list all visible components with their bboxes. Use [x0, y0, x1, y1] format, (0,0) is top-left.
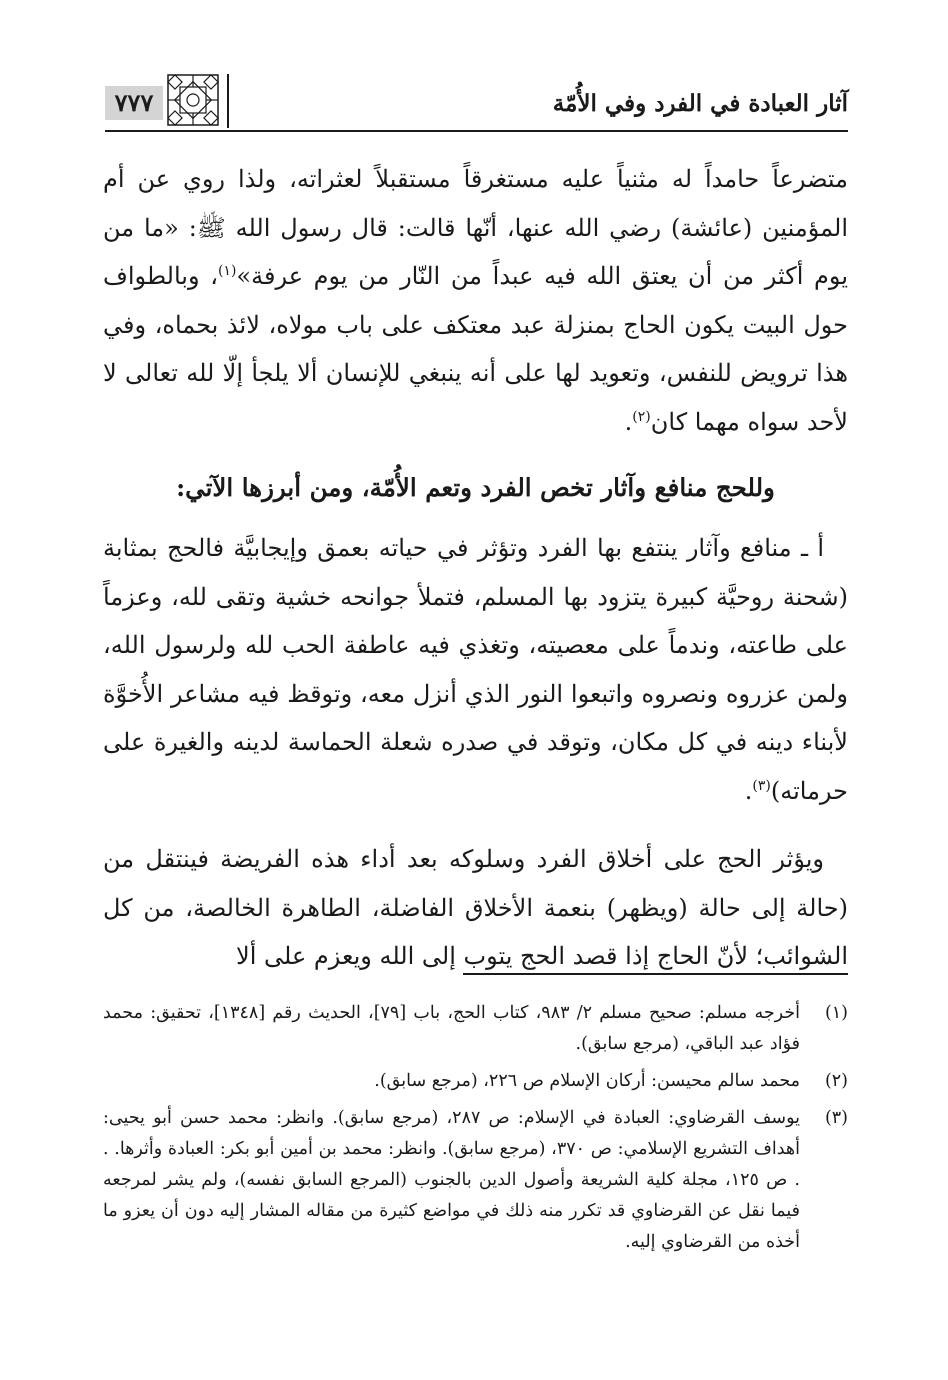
- footnote: [103, 1103, 848, 1258]
- header-divider: [227, 74, 229, 128]
- paragraph: أ ـ منافع وآثار ينتفع بها الفرد وتؤثر في حياته بعمق وإيجابيَّة فالحج بمثابة (شحنة روحيَّة كبيرة يتزود بها المسلم، فتملأ جوانحه خشية وتقى لله، وعزماً على طاعته، وندماً على معصيته، وتغذي فيه عاطفة الحب لله ولرسول الله، ولمن عزروه ونصروه واتبعوا النور الذي أنزل معه، وتوقظ فيه مشاعر الأُخوَّة لأبناء دينه في كل مكان، وتوقد في صدره شعلة الحماسة لدينه والغيرة على حرماته)$^{(٣)}$.: [103, 534, 848, 805]
- main-text: [103, 155, 848, 981]
- header-title: آثار العبادة في الفرد وفي الأُمّة: [552, 90, 848, 117]
- footnote-reference[interactable]: (٢): [632, 408, 651, 425]
- footnote-text: محمد سالم محيسن: أركان الإسلام ص ٢٢٦، (مرجع سابق).: [374, 1071, 800, 1091]
- running-header: [105, 68, 848, 132]
- page-number: ٧٧٧: [105, 86, 163, 120]
- footnote-reference[interactable]: (٣): [752, 777, 771, 794]
- footnote-number: (٢): [824, 1071, 848, 1091]
- footnote: [103, 998, 848, 1060]
- paragraph-text: ، وبالطواف حول البيت يكون الحاج بمنزلة عبد معتكف على باب مولاه، لائذ بحماه، وفي هذا ترويض للنفس، وتعويد لها على أنه ينبغي للإنسان ألا يلجأ إلّا لله تعالى لا لأحد سواه مهما كان: [103, 262, 848, 436]
- footnote-text: أخرجه مسلم: صحيح مسلم ٢/ ٩٨٣، كتاب الحج، باب [٧٩]، الحديث رقم [١٣٤٨]، تحقيق: محمد فؤاد عبد الباقي، (مرجع سابق).: [103, 1003, 800, 1054]
- footnote-reference[interactable]: (١): [217, 263, 237, 279]
- paragraph: ويؤثر الحج على أخلاق الفرد وسلوكه بعد أداء هذه الفريضة فينتقل من (حالة إلى حالة (ويظهر) بنعمة الأخلاق الفاضلة، الطاهرة الخالصة، من كل الشوائب؛ لأنّ الحاج إذا قصد الحج يتوب إلى الله ويعزم على ألا: [103, 845, 848, 970]
- geometric-star-ornament-icon: [167, 74, 219, 126]
- footnotes: [103, 998, 848, 1264]
- footnote: [103, 1066, 848, 1097]
- paragraph: متضرعاً حامداً له مثنياً عليه مستغرقاً مستقبلاً لعثراته، ولذا روي عن أم المؤمنين (عائشة) رضي الله عنها، أنّها قالت: قال رسول الله ﷺ: «ما من يوم أكثر من أن يعتق الله فيه عبداً من النّار من يوم عرفة»$^{(١)}$، وبالطواف حول البيت يكون الحاج بمنزلة عبد معتكف على باب مولاه، لائذ بحماه، وفي هذا ترويض للنفس، وتعويد لها على أنه ينبغي للإنسان ألا يلجأ إلّا لله تعالى لا لأحد سواه مهما كان$^{(٢)}$.: [103, 165, 848, 436]
- footnote-number: (٣): [824, 1108, 848, 1128]
- paragraph-text: متضرعاً حامداً له مثنياً عليه مستغرقاً مستقبلاً لعثراته، ولذا روي عن أم المؤمنين (عائشة) رضي الله عنها، أنّها قالت: قال رسول الله ﷺ: «ما من يوم أكثر من أن يعتق الله فيه عبداً من النّار من يوم عرفة»: [103, 165, 848, 290]
- footnote-separator: [463, 973, 848, 975]
- footnote-text: يوسف القرضاوي: العبادة في الإسلام: ص ٢٨٧، (مرجع سابق). وانظر: محمد حسن أبو يحيى: أهداف التشريع الإسلامي: ص ٣٧٠، (مرجع سابق). وانظر: محمد بن أمين أبو بكر: العبادة وأثرها. . . ص ١٢٥، مجلة كلية الشريعة وأصول الدين بالجنوب (المرجع السابق نفسه)، ولم يشر لمرجعه فيما نقل عن القرضاوي قد تكرر منه ذلك في مواضع كثيرة من مقاله المشار إليه دون أن يعزو ما أخذه من القرضاوي إليه.: [103, 1108, 800, 1252]
- section-subheading: وللحج منافع وآثار تخص الفرد وتعم الأُمّة، ومن أبرزها الآتي:: [176, 473, 775, 502]
- paragraph-text: أ ـ منافع وآثار ينتفع بها الفرد وتؤثر في حياته بعمق وإيجابيَّة فالحج بمثابة (شحنة روحيَّة كبيرة يتزود بها المسلم، فتملأ جوانحه خشية وتقى لله، وعزماً على طاعته، وندماً على معصيته، وتغذي فيه عاطفة الحب لله ولرسول الله، ولمن عزروه ونصروه واتبعوا النور الذي أنزل معه، وتوقظ فيه مشاعر الأُخوَّة لأبناء دينه في كل مكان، وتوقد في صدره شعلة الحماسة لدينه والغيرة على حرماته): [103, 534, 848, 805]
- footnote-number: (١): [824, 1003, 848, 1023]
